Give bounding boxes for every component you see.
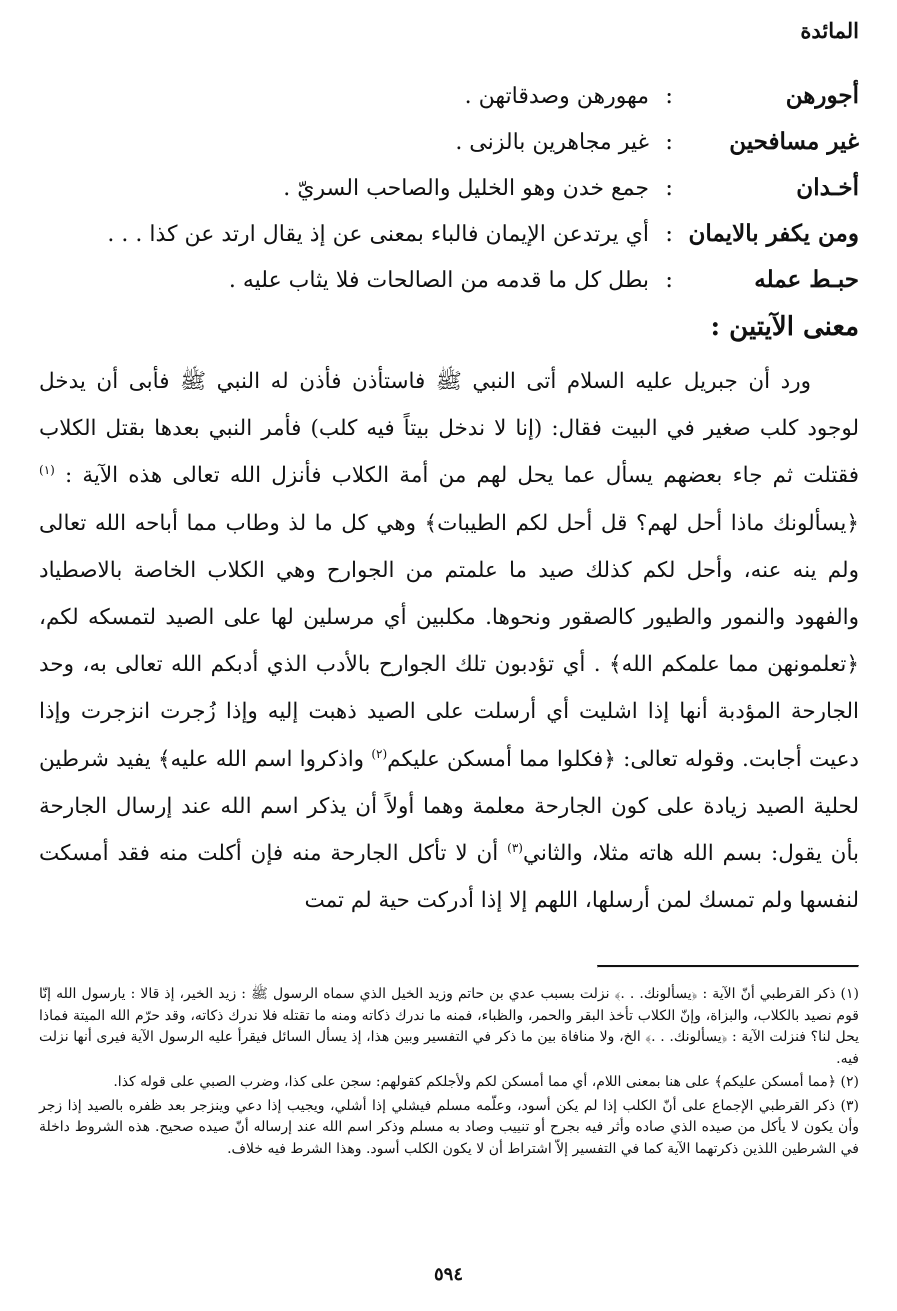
footnote: (٢) ﴿مما أمسكن عليكم﴾ على هنا بمعنى اللام، أي مما أمسكن لكم ولأجلكم كقولهم: سجن على كذا، وضرب الصبي على قوله كذا. <box>113 1074 859 1090</box>
body-text-segment: ورد أن جبريل عليه السلام أتى النبي ﷺ فاستأذن فأذن له النبي ﷺ فأبى أن يدخل لوجود كلب صغير في البيت فقال: (إنا لا ندخل بيتاً فيه كلب) فأمر النبي بعدها بقتل الكلاب فقتلت ثم جاء بعضهم يسأل عما يحل لهم من أمة الكلاب فأنزل الله تعالى هذه الآية : <box>39 369 860 489</box>
footnote-ref-3: (٣) <box>507 840 523 855</box>
glossary-list <box>59 82 859 312</box>
glossary-entry <box>59 174 859 220</box>
glossary-colon: : <box>665 83 673 109</box>
body-text-segment: واذكروا اسم الله عليه﴾ يفيد شرطين لحلية الصيد زيادة على كون الجارحة معلمة وهما أولاً أن يذكر اسم الله عند إرسال الجارحة بأن يقول: بسم الله هاته مثلا، والثاني <box>39 746 859 867</box>
glossary-entry <box>59 82 859 128</box>
glossary-term: ومن يكفر بالايمان <box>688 220 859 247</box>
glossary-colon: : <box>665 175 673 201</box>
footnote-divider <box>597 965 859 968</box>
page-number: ٥٩٤ <box>433 1264 463 1285</box>
running-head: المائدة <box>800 18 859 43</box>
glossary-entry <box>59 266 859 312</box>
section-title: معنى الآيتين : <box>710 312 859 342</box>
glossary-entry <box>59 128 859 174</box>
glossary-term: أخـدان <box>796 174 859 201</box>
footnotes <box>39 984 859 1162</box>
commentary-paragraph <box>39 358 859 924</box>
commentary-body <box>39 358 859 924</box>
glossary-meaning: غير مجاهرين بالزنى . <box>455 130 649 155</box>
glossary-meaning: جمع خدن وهو الخليل والصاحب السريّ . <box>283 176 649 201</box>
footnote-ref-1: (١) <box>39 463 55 478</box>
glossary-term: حبـط عمله <box>754 266 859 293</box>
glossary-meaning: أي يرتدعن الإيمان فالباء بمعنى عن إذ يقال ارتد عن كذا . . . <box>107 222 649 247</box>
glossary-entry <box>59 220 859 266</box>
glossary-meaning: مهورهن وصدقاتهن . <box>464 84 649 109</box>
glossary-colon: : <box>665 221 673 247</box>
glossary-colon: : <box>665 267 673 293</box>
footnote-ref-2: (٢) <box>371 746 388 761</box>
glossary-term: أجورهن <box>785 82 859 109</box>
glossary-term: غير مسافحين <box>729 128 859 155</box>
glossary-colon: : <box>665 129 673 155</box>
footnote: (٣) ذكر القرطبي الإجماع على أنّ الكلب إذا لم يكن أسود، وعلّمه مسلم فيشلي إذا أشلي، ويجيب إذا دعي وينزجر بعد ظفره بالصيد إذا زجر وأن يكون لا يأكل من صيده الذي صاده وأثر فيه بجرح أو تنييب وصاد به مسلم وذكر اسم الله عند إرساله أنّ صيده صحيح. هذه الشروط داخلة في الشرطين اللذين ذكرتهما الآية كما في التفسير إلاّ اشتراط أن لا يكون الكلب أسود. وهذا الشرط فيه خلاف. <box>39 1097 859 1157</box>
glossary-meaning: بطل كل ما قدمه من الصالحات فلا يثاب عليه . <box>228 268 649 293</box>
body-text-segment: أن لا تأكل الجارحة منه فإن أكلت منه فقد أمسكت لنفسها ولم تمسك لمن أرسلها، اللهم إلا إذا أدركت حية لم تمت <box>39 841 859 914</box>
footnote: (١) ذكر القرطبي أنّ الآية : ﴿يسألونك. . .﴾ نزلت بسبب عدي بن حاتم وزيد الخيل الذي سماه الرسول ﷺ : زيد الخير، إذ قالا : يارسول الله إنّا قوم نصيد بالكلاب، والبزاة، وإنّ الكلاب تأخذ البقر والحمر، والظباء، فمنه ما ندرك ذكاته ومنه ما تقتله فلا ندرك ذكاته، وقد حرّم الله الميتة فماذا يحل لنا؟ فنزلت الآية : ﴿يسألونك. . .﴾ الخ، ولا منافاة بين ما ذكر في التفسير وبين هذا، إذ يسأل السائل فيقرأ عليه الرسول الآية فيرى أنها نزلت فيه. <box>39 986 859 1067</box>
body-text-segment: ﴿يسألونك ماذا أحل لهم؟ قل أحل لكم الطيبات﴾ وهي كل ما لذ وطاب مما أباحه الله تعالى ولم ينه عنه، وأحل لكم كذلك صيد ما علمتم من الجوارح وهي الكلاب الخاصة بالاصطياد والفهود والنمور والطيور كالصقور ونحوها. مكلبين أي مرسلين لها على الصيد لتمسكه لكم، ﴿تعلمونهن مما علمكم الله﴾ . أي تؤدبون تلك الجوارح بالأدب الذي أدبكم الله تعالى به، وحد الجارحة المؤدبة أنها إذا اشليت أي أرسلت على الصيد ذهبت إليه وإذا زُجرت انزجرت وإذا دعيت أجابت. وقوله تعالى: ﴿فكلوا مما أمسكن عليكم <box>39 510 859 772</box>
